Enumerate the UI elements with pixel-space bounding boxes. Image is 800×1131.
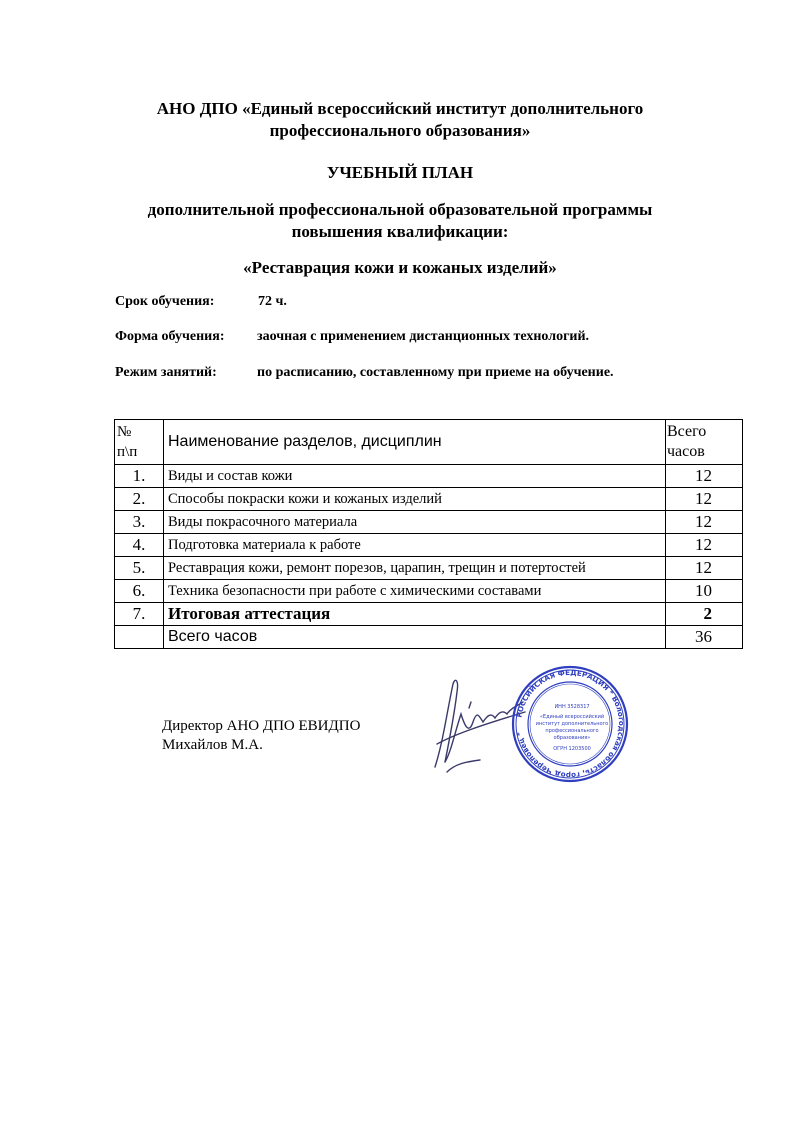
total-num-empty — [115, 626, 164, 649]
svg-text:РОССИЙСКАЯ ФЕДЕРАЦИЯ * Вологод: РОССИЙСКАЯ ФЕДЕРАЦИЯ * Вологодская область, город Череповец * — [514, 667, 627, 781]
svg-text:образования»: образования» — [553, 735, 591, 741]
row-name: Способы покраски кожи и кожаных изделий — [164, 488, 666, 511]
row-name: Итоговая аттестация — [164, 603, 666, 626]
row-hours: 10 — [666, 580, 743, 603]
row-num: 5. — [115, 557, 164, 580]
row-name: Реставрация кожи, ремонт порезов, царапин, трещин и потертостей — [164, 557, 666, 580]
svg-text:ИНН 3528317: ИНН 3528317 — [554, 704, 590, 710]
svg-text:институт дополнительного: институт дополнительного — [535, 721, 609, 727]
org-line-2: профессионального образования» — [269, 121, 531, 140]
row-hours: 12 — [666, 465, 743, 488]
total-label: Всего часов — [164, 626, 666, 649]
table-row-final-attestation — [115, 603, 743, 626]
row-name: Техника безопасности при работе с химическими составами — [164, 580, 666, 603]
table-row — [115, 580, 743, 603]
document-title: УЧЕБНЫЙ ПЛАН — [326, 163, 474, 182]
duration-label: Срок обучения: — [115, 294, 215, 309]
row-num: 1. — [115, 465, 164, 488]
program-line-2: повышения квалификации: — [291, 222, 509, 241]
header-hours-line-1: Всего — [667, 423, 707, 440]
row-name: Виды покрасочного материала — [164, 511, 666, 534]
program-description — [0, 199, 800, 243]
row-name: Виды и состав кожи — [164, 465, 666, 488]
row-num: 3. — [115, 511, 164, 534]
row-hours: 12 — [666, 488, 743, 511]
form-value: заочная с применением дистанционных технологий. — [257, 329, 590, 344]
row-hours: 12 — [666, 534, 743, 557]
signatory-position: Директор АНО ДПО ЕВИДПО — [162, 718, 361, 734]
table-row — [115, 465, 743, 488]
duration-row — [115, 294, 287, 310]
table-row — [115, 534, 743, 557]
mode-row — [115, 365, 614, 381]
header-num-line-1: № — [117, 424, 132, 440]
table-header-row — [115, 420, 743, 465]
form-row — [115, 329, 589, 345]
mode-label: Режим занятий: — [115, 365, 217, 380]
header-num-line-2: п\п — [117, 444, 138, 460]
header-name-cell: Наименование разделов, дисциплин — [164, 420, 666, 465]
header-hours-cell — [666, 420, 743, 465]
svg-text:ОГРН 1203500: ОГРН 1203500 — [553, 746, 591, 752]
table-row — [115, 557, 743, 580]
signatory-block — [162, 717, 360, 755]
signatory-name: Михайлов М.А. — [162, 737, 263, 753]
curriculum-table — [114, 419, 743, 649]
organization-name — [0, 98, 800, 142]
form-label: Форма обучения: — [115, 329, 225, 344]
table-row — [115, 488, 743, 511]
svg-text:профессионального: профессионального — [545, 728, 599, 734]
header-hours-line-2: часов — [667, 443, 705, 460]
row-hours: 2 — [666, 603, 743, 626]
row-num: 4. — [115, 534, 164, 557]
program-line-1: дополнительной профессиональной образовательной программы — [147, 200, 653, 219]
svg-text:«Единый всероссийский: «Единый всероссийский — [539, 714, 605, 720]
official-stamp — [510, 664, 630, 784]
row-num: 6. — [115, 580, 164, 603]
row-name: Подготовка материала к работе — [164, 534, 666, 557]
org-line-1: АНО ДПО «Единый всероссийский институт дополнительного — [156, 99, 644, 118]
row-num: 7. — [115, 603, 164, 626]
table-total-row — [115, 626, 743, 649]
row-hours: 12 — [666, 511, 743, 534]
row-hours: 12 — [666, 557, 743, 580]
row-num: 2. — [115, 488, 164, 511]
header-num-cell — [115, 420, 164, 465]
total-hours: 36 — [666, 626, 743, 649]
duration-value: 72 ч. — [258, 294, 287, 309]
table-row — [115, 511, 743, 534]
course-name: «Реставрация кожи и кожаных изделий» — [243, 258, 557, 277]
mode-value: по расписанию, составленному при приеме на обучение. — [257, 365, 614, 380]
